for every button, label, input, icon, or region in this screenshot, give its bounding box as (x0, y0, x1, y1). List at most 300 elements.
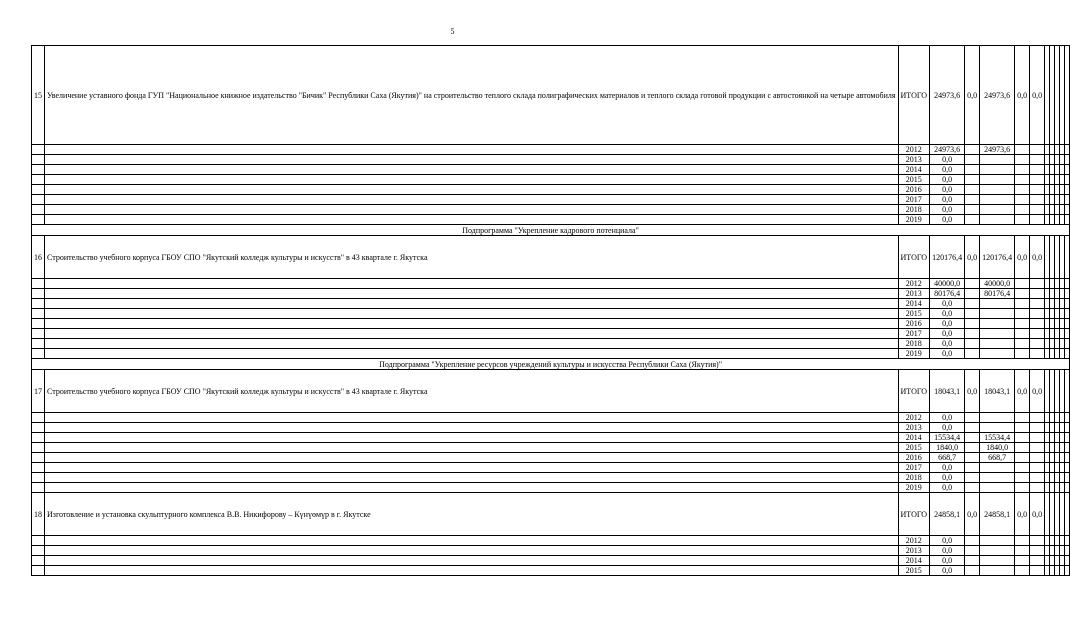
empty-cell (965, 329, 980, 339)
year-row (32, 155, 1070, 165)
empty-cell (1030, 309, 1045, 319)
empty-cell (1015, 279, 1030, 289)
total-value: 24858,1 (930, 493, 965, 536)
total-value: 18043,1 (930, 370, 965, 413)
empty-cell (32, 339, 45, 349)
empty-cell (1065, 463, 1070, 473)
subprogram-row (32, 225, 1070, 236)
year-total: 0,0 (930, 483, 965, 493)
empty-cell (45, 473, 899, 483)
empty-cell (32, 423, 45, 433)
year-row (32, 205, 1070, 215)
empty-cell (1030, 205, 1045, 215)
empty-cell (45, 536, 899, 546)
empty-cell (45, 329, 899, 339)
year-label: 2017 (898, 195, 930, 205)
empty-cell (32, 165, 45, 175)
year-row (32, 215, 1070, 225)
empty-cell (1030, 349, 1045, 359)
empty-cell (1065, 546, 1070, 556)
empty-cell (1015, 556, 1030, 566)
year-col3 (980, 473, 1015, 483)
year-total: 0,0 (930, 165, 965, 175)
year-row (32, 289, 1070, 299)
col2-value: 0,0 (965, 370, 980, 413)
item-total-row (32, 236, 1070, 279)
empty-cell (45, 145, 899, 155)
year-row (32, 413, 1070, 423)
year-label: 2013 (898, 155, 930, 165)
empty-cell (1015, 483, 1030, 493)
col2-value: 0,0 (965, 236, 980, 279)
year-label: 2012 (898, 145, 930, 155)
empty-cell (965, 463, 980, 473)
empty-cell (32, 185, 45, 195)
empty-cell (45, 279, 899, 289)
empty-cell (45, 195, 899, 205)
empty-cell (1065, 299, 1070, 309)
empty-cell (965, 443, 980, 453)
empty-cell (1015, 329, 1030, 339)
empty-cell (45, 175, 899, 185)
year-col3 (980, 463, 1015, 473)
empty-cell (1065, 319, 1070, 329)
col4-value: 0,0 (1015, 370, 1030, 413)
year-label: 2014 (898, 299, 930, 309)
year-label: 2019 (898, 349, 930, 359)
year-label: 2014 (898, 433, 930, 443)
empty-cell (1065, 493, 1070, 536)
empty-cell (1015, 185, 1030, 195)
year-label: 2012 (898, 413, 930, 423)
empty-cell (1015, 289, 1030, 299)
col4-value: 0,0 (1015, 46, 1030, 145)
empty-cell (1065, 155, 1070, 165)
empty-cell (965, 309, 980, 319)
empty-cell (1030, 195, 1045, 205)
year-row (32, 175, 1070, 185)
empty-cell (965, 205, 980, 215)
year-row (32, 546, 1070, 556)
year-total: 24973,6 (930, 145, 965, 155)
empty-cell (965, 339, 980, 349)
year-row (32, 185, 1070, 195)
year-total: 0,0 (930, 556, 965, 566)
year-col3 (980, 339, 1015, 349)
col4-value: 0,0 (1015, 236, 1030, 279)
item-description: Строительство учебного корпуса ГБОУ СПО "Якутский колледж культуры и искусств" в 43 квартале г. Якутска (45, 236, 899, 279)
empty-cell (45, 483, 899, 493)
empty-cell (965, 175, 980, 185)
empty-cell (32, 473, 45, 483)
page-number: 5 (450, 27, 455, 36)
empty-cell (1030, 546, 1045, 556)
empty-cell (32, 319, 45, 329)
empty-cell (32, 413, 45, 423)
year-col3 (980, 329, 1015, 339)
total-value: 120176,4 (930, 236, 965, 279)
empty-cell (32, 195, 45, 205)
year-row (32, 165, 1070, 175)
empty-cell (1015, 566, 1030, 576)
empty-cell (32, 443, 45, 453)
year-col3: 80176,4 (980, 289, 1015, 299)
empty-cell (1065, 423, 1070, 433)
year-col3 (980, 536, 1015, 546)
year-col3 (980, 195, 1015, 205)
year-col3 (980, 185, 1015, 195)
year-total: 0,0 (930, 349, 965, 359)
empty-cell (965, 453, 980, 463)
year-total: 15534,4 (930, 433, 965, 443)
empty-cell (1030, 453, 1045, 463)
empty-cell (1015, 453, 1030, 463)
year-col3 (980, 299, 1015, 309)
year-col3 (980, 556, 1015, 566)
subprogram-title: Подпрограмма "Укрепление кадрового потенциала" (32, 225, 1070, 236)
year-col3 (980, 319, 1015, 329)
year-label: 2015 (898, 309, 930, 319)
year-total: 0,0 (930, 339, 965, 349)
empty-cell (1015, 536, 1030, 546)
empty-cell (45, 165, 899, 175)
empty-cell (32, 546, 45, 556)
empty-cell (965, 165, 980, 175)
empty-cell (32, 329, 45, 339)
empty-cell (1030, 319, 1045, 329)
empty-cell (45, 463, 899, 473)
year-label: 2013 (898, 423, 930, 433)
empty-cell (45, 453, 899, 463)
empty-cell (45, 155, 899, 165)
year-col3: 24973,6 (980, 145, 1015, 155)
year-label: 2016 (898, 319, 930, 329)
year-label: 2012 (898, 536, 930, 546)
empty-cell (965, 215, 980, 225)
empty-cell (1065, 289, 1070, 299)
year-label: 2015 (898, 566, 930, 576)
empty-cell (1015, 546, 1030, 556)
empty-cell (1015, 195, 1030, 205)
empty-cell (1030, 536, 1045, 546)
year-row (32, 483, 1070, 493)
year-label: 2018 (898, 339, 930, 349)
empty-cell (32, 463, 45, 473)
empty-cell (32, 279, 45, 289)
empty-cell (965, 195, 980, 205)
year-total: 0,0 (930, 423, 965, 433)
empty-cell (1015, 155, 1030, 165)
empty-cell (45, 319, 899, 329)
empty-cell (1030, 413, 1045, 423)
col5-value: 0,0 (1030, 370, 1045, 413)
empty-cell (965, 289, 980, 299)
empty-cell (45, 299, 899, 309)
empty-cell (965, 145, 980, 155)
year-row (32, 433, 1070, 443)
empty-cell (1030, 339, 1045, 349)
empty-cell (1030, 423, 1045, 433)
year-total: 1840,0 (930, 443, 965, 453)
empty-cell (1065, 185, 1070, 195)
year-row (32, 349, 1070, 359)
year-col3: 15534,4 (980, 433, 1015, 443)
year-total: 0,0 (930, 546, 965, 556)
item-total-row (32, 370, 1070, 413)
empty-cell (1015, 215, 1030, 225)
year-label: 2013 (898, 546, 930, 556)
empty-cell (965, 473, 980, 483)
subprogram-row (32, 359, 1070, 370)
empty-cell (1065, 195, 1070, 205)
year-total: 0,0 (930, 175, 965, 185)
empty-cell (1030, 483, 1045, 493)
empty-cell (1015, 175, 1030, 185)
year-label: 2013 (898, 289, 930, 299)
empty-cell (1030, 556, 1045, 566)
col3-value: 120176,4 (980, 236, 1015, 279)
year-row (32, 195, 1070, 205)
empty-cell (965, 556, 980, 566)
year-total: 0,0 (930, 463, 965, 473)
total-label: ИТОГО (898, 236, 930, 279)
empty-cell (32, 566, 45, 576)
empty-cell (965, 566, 980, 576)
year-row (32, 473, 1070, 483)
year-label: 2016 (898, 185, 930, 195)
empty-cell (1015, 473, 1030, 483)
year-row (32, 329, 1070, 339)
subprogram-title: Подпрограмма "Укрепление ресурсов учреждений культуры и искусства Республики Саха (Якутия)" (32, 359, 1070, 370)
empty-cell (965, 349, 980, 359)
col5-value: 0,0 (1030, 236, 1045, 279)
empty-cell (965, 483, 980, 493)
year-row (32, 556, 1070, 566)
empty-cell (45, 289, 899, 299)
empty-cell (1015, 309, 1030, 319)
year-col3 (980, 483, 1015, 493)
empty-cell (45, 349, 899, 359)
item-description: Строительство учебного корпуса ГБОУ СПО "Якутский колледж культуры и искусств" в 43 квартале г. Якутска (45, 370, 899, 413)
empty-cell (1030, 443, 1045, 453)
empty-cell (1015, 413, 1030, 423)
empty-cell (32, 175, 45, 185)
empty-cell (45, 205, 899, 215)
year-total: 0,0 (930, 299, 965, 309)
year-col3 (980, 205, 1015, 215)
empty-cell (1065, 339, 1070, 349)
empty-cell (1030, 175, 1045, 185)
empty-cell (965, 413, 980, 423)
empty-cell (1065, 483, 1070, 493)
year-label: 2018 (898, 205, 930, 215)
empty-cell (45, 423, 899, 433)
empty-cell (1030, 165, 1045, 175)
empty-cell (1065, 165, 1070, 175)
year-total: 0,0 (930, 185, 965, 195)
col4-value: 0,0 (1015, 493, 1030, 536)
year-total: 0,0 (930, 195, 965, 205)
empty-cell (1030, 185, 1045, 195)
empty-cell (1030, 433, 1045, 443)
total-label: ИТОГО (898, 370, 930, 413)
total-value: 24973,6 (930, 46, 965, 145)
year-label: 2014 (898, 165, 930, 175)
year-col3: 668,7 (980, 453, 1015, 463)
empty-cell (1015, 423, 1030, 433)
year-col3 (980, 423, 1015, 433)
col3-value: 24973,6 (980, 46, 1015, 145)
empty-cell (32, 309, 45, 319)
year-label: 2012 (898, 279, 930, 289)
empty-cell (1030, 215, 1045, 225)
empty-cell (1065, 279, 1070, 289)
col2-value: 0,0 (965, 493, 980, 536)
year-row (32, 145, 1070, 155)
empty-cell (965, 319, 980, 329)
empty-cell (1065, 556, 1070, 566)
empty-cell (965, 536, 980, 546)
item-description: Изготовление и установка скульптурного комплекса В.В. Никифорову – Күнүөмүр в г. Якутске (45, 493, 899, 536)
year-row (32, 453, 1070, 463)
empty-cell (1065, 46, 1070, 145)
empty-cell (1015, 463, 1030, 473)
empty-cell (45, 566, 899, 576)
empty-cell (1065, 236, 1070, 279)
empty-cell (1030, 463, 1045, 473)
empty-cell (1065, 413, 1070, 423)
empty-cell (1015, 299, 1030, 309)
empty-cell (1065, 349, 1070, 359)
year-total: 0,0 (930, 205, 965, 215)
empty-cell (1015, 145, 1030, 155)
item-total-row (32, 46, 1070, 145)
year-col3: 40000,0 (980, 279, 1015, 289)
empty-cell (965, 546, 980, 556)
empty-cell (1065, 433, 1070, 443)
year-total: 80176,4 (930, 289, 965, 299)
col2-value: 0,0 (965, 46, 980, 145)
year-row (32, 536, 1070, 546)
year-col3 (980, 349, 1015, 359)
empty-cell (1065, 205, 1070, 215)
year-col3 (980, 215, 1015, 225)
empty-cell (45, 443, 899, 453)
year-label: 2016 (898, 453, 930, 463)
item-total-row (32, 493, 1070, 536)
empty-cell (965, 155, 980, 165)
empty-cell (32, 433, 45, 443)
year-total: 0,0 (930, 566, 965, 576)
col3-value: 18043,1 (980, 370, 1015, 413)
year-label: 2014 (898, 556, 930, 566)
year-label: 2015 (898, 443, 930, 453)
empty-cell (45, 413, 899, 423)
year-label: 2018 (898, 473, 930, 483)
empty-cell (1015, 205, 1030, 215)
empty-cell (32, 205, 45, 215)
year-col3 (980, 413, 1015, 423)
year-col3 (980, 566, 1015, 576)
year-label: 2017 (898, 463, 930, 473)
empty-cell (1065, 309, 1070, 319)
year-total: 40000,0 (930, 279, 965, 289)
year-label: 2019 (898, 483, 930, 493)
empty-cell (45, 309, 899, 319)
year-total: 0,0 (930, 309, 965, 319)
empty-cell (32, 349, 45, 359)
total-label: ИТОГО (898, 493, 930, 536)
year-label: 2017 (898, 329, 930, 339)
empty-cell (45, 215, 899, 225)
empty-cell (1030, 279, 1045, 289)
empty-cell (1065, 566, 1070, 576)
empty-cell (1015, 319, 1030, 329)
empty-cell (1030, 299, 1045, 309)
year-total: 668,7 (930, 453, 965, 463)
empty-cell (45, 433, 899, 443)
empty-cell (32, 556, 45, 566)
empty-cell (965, 299, 980, 309)
year-total: 0,0 (930, 329, 965, 339)
empty-cell (1030, 155, 1045, 165)
empty-cell (1030, 289, 1045, 299)
col5-value: 0,0 (1030, 46, 1045, 145)
empty-cell (32, 155, 45, 165)
empty-cell (1065, 145, 1070, 155)
col5-value: 0,0 (1030, 493, 1045, 536)
empty-cell (1065, 215, 1070, 225)
empty-cell (45, 556, 899, 566)
empty-cell (45, 339, 899, 349)
year-col3 (980, 175, 1015, 185)
item-number: 17 (32, 370, 45, 413)
empty-cell (1030, 329, 1045, 339)
empty-cell (45, 185, 899, 195)
empty-cell (45, 546, 899, 556)
item-number: 15 (32, 46, 45, 145)
item-number: 16 (32, 236, 45, 279)
year-row (32, 309, 1070, 319)
empty-cell (32, 453, 45, 463)
empty-cell (1015, 339, 1030, 349)
empty-cell (965, 433, 980, 443)
year-label: 2015 (898, 175, 930, 185)
year-col3 (980, 309, 1015, 319)
year-row (32, 566, 1070, 576)
empty-cell (1015, 433, 1030, 443)
empty-cell (32, 289, 45, 299)
empty-cell (965, 185, 980, 195)
year-row (32, 319, 1070, 329)
year-total: 0,0 (930, 215, 965, 225)
empty-cell (965, 423, 980, 433)
year-total: 0,0 (930, 536, 965, 546)
year-row (32, 279, 1070, 289)
empty-cell (1065, 370, 1070, 413)
program-table (31, 45, 1070, 576)
year-total: 0,0 (930, 155, 965, 165)
empty-cell (1065, 443, 1070, 453)
item-description: Увеличение уставного фонда ГУП "Национальное книжное издательство "Бичик" Республики Саха (Якутия)" на строительство теплого склада полиграфических материалов и теплого склада готовой продукции с автостоянкой на четыре автомобиля (45, 46, 899, 145)
empty-cell (1065, 536, 1070, 546)
empty-cell (1065, 175, 1070, 185)
empty-cell (1015, 443, 1030, 453)
empty-cell (1065, 329, 1070, 339)
empty-cell (32, 299, 45, 309)
year-total: 0,0 (930, 473, 965, 483)
total-label: ИТОГО (898, 46, 930, 145)
